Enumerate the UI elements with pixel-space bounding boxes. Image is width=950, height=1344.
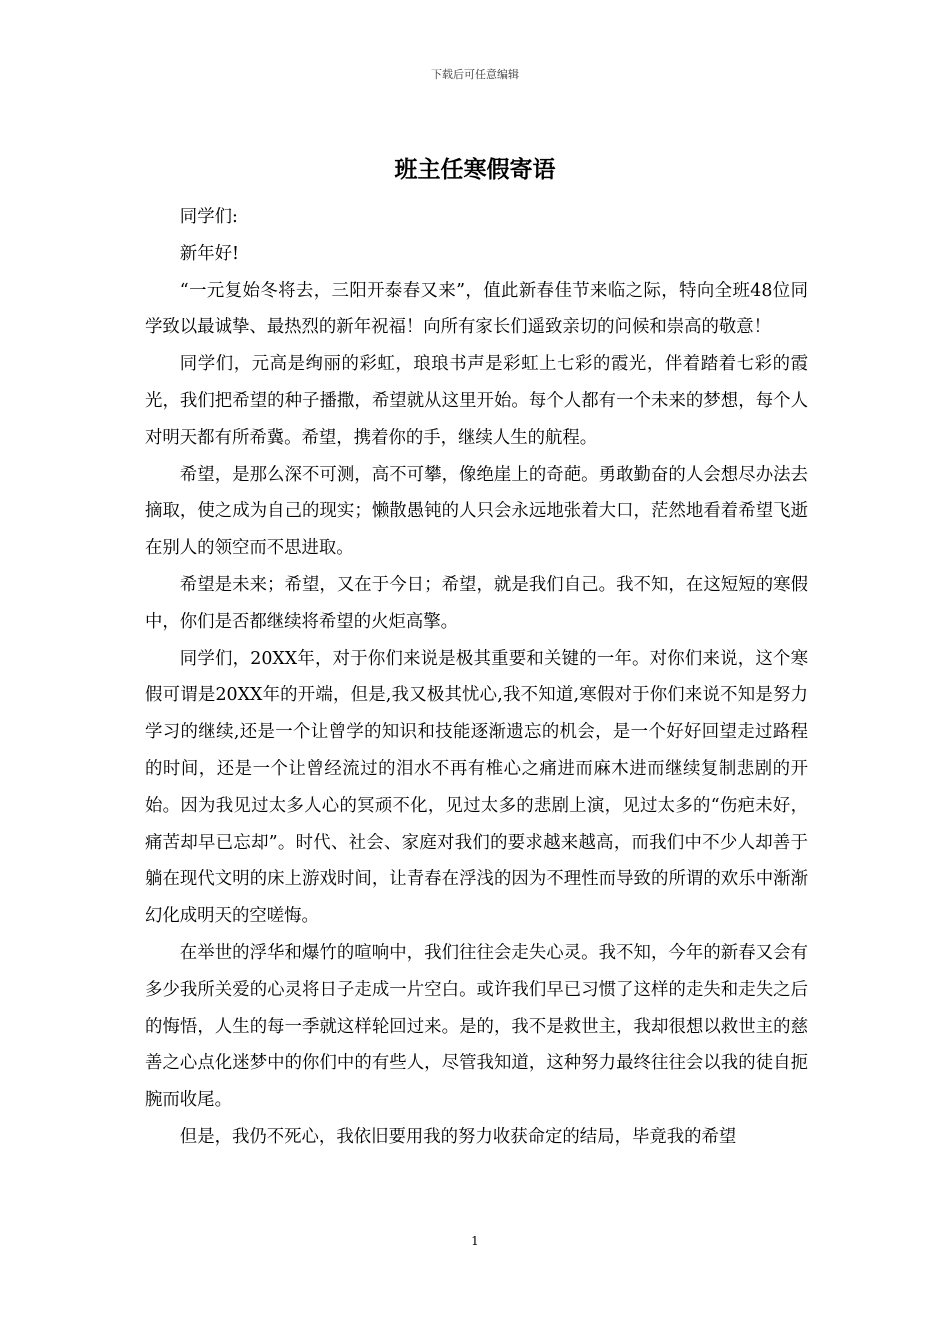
document-title: 班主任寒假寄语 xyxy=(394,156,556,183)
paragraph: 希望是未来；希望，又在于今日；希望，就是我们自己。我不知，在这短短的寒假中，你们是否都继续将希望的火炬高擎。 xyxy=(145,574,808,632)
page-number: 1 xyxy=(471,1234,479,1248)
paragraph: 同学们，20XX年，对于你们来说是极其重要和关键的一年。对你们来说，这个寒假可谓是20XX年的开端，但是,我又极其忧心,我不知道,寒假对于你们来说不知是努力学习的继续,还是一个让曾学的知识和技能逐渐遗忘的机会，是一个好好回望走过路程的时间，还是一个让曾经流过的泪水不再有椎心之痛进而麻木进而继续复制悲剧的开始。因为我见过太多人心的冥顽不化，见过太多的悲剧上演，见过太多的“伤疤未好，痛苦却早已忘却”。时代、社会、家庭对我们的要求越来越高，而我们中不少人却善于躺在现代文明的床上游戏时间，让青春在浮浅的因为不理性而导致的所谓的欢乐中渐渐幻化成明天的空嗟悔。 xyxy=(145,648,808,927)
paragraph-greeting: 新年好! xyxy=(179,243,239,264)
header-note: 下载后可任意编辑 xyxy=(431,68,519,81)
paragraph: “一元复始冬将去，三阳开泰春又来”，值此新春佳节来临之际，特向全班48位同学致以最诚挚、最热烈的新年祝福！向所有家长们遥致亲切的问候和崇高的敬意！ xyxy=(145,280,808,338)
paragraph: 同学们，元高是绚丽的彩虹，琅琅书声是彩虹上七彩的霞光，伴着踏着七彩的霞光，我们把希望的种子播撒，希望就从这里开始。每个人都有一个未来的梦想，每个人对明天都有所希冀。希望，携着你的手，继续人生的航程。 xyxy=(145,354,808,448)
paragraph-salutation: 同学们: xyxy=(179,207,238,227)
document-body xyxy=(145,199,808,1156)
paragraph: 希望，是那么深不可测，高不可攀，像绝崖上的奇葩。勇敢勤奋的人会想尽办法去摘取，使之成为自己的现实；懒散愚钝的人只会永远地张着大口，茫然地看着希望飞逝在别人的领空而不思进取。 xyxy=(145,464,808,559)
paragraph: 但是，我仍不死心，我依旧要用我的努力收获命定的结局，毕竟我的希望 xyxy=(179,1126,737,1147)
paragraph: 在举世的浮华和爆竹的喧响中，我们往往会走失心灵。我不知，今年的新春又会有多少我所关爱的心灵将日子走成一片空白。或许我们早已习惯了这样的走失和走失之后的悔悟，人生的每一季就这样轮回过来。是的，我不是救世主，我却很想以救世主的慈善之心点化迷梦中的你们中的有些人，尽管我知道，这种努力最终往往会以我的徒自扼腕而收尾。 xyxy=(145,942,808,1111)
